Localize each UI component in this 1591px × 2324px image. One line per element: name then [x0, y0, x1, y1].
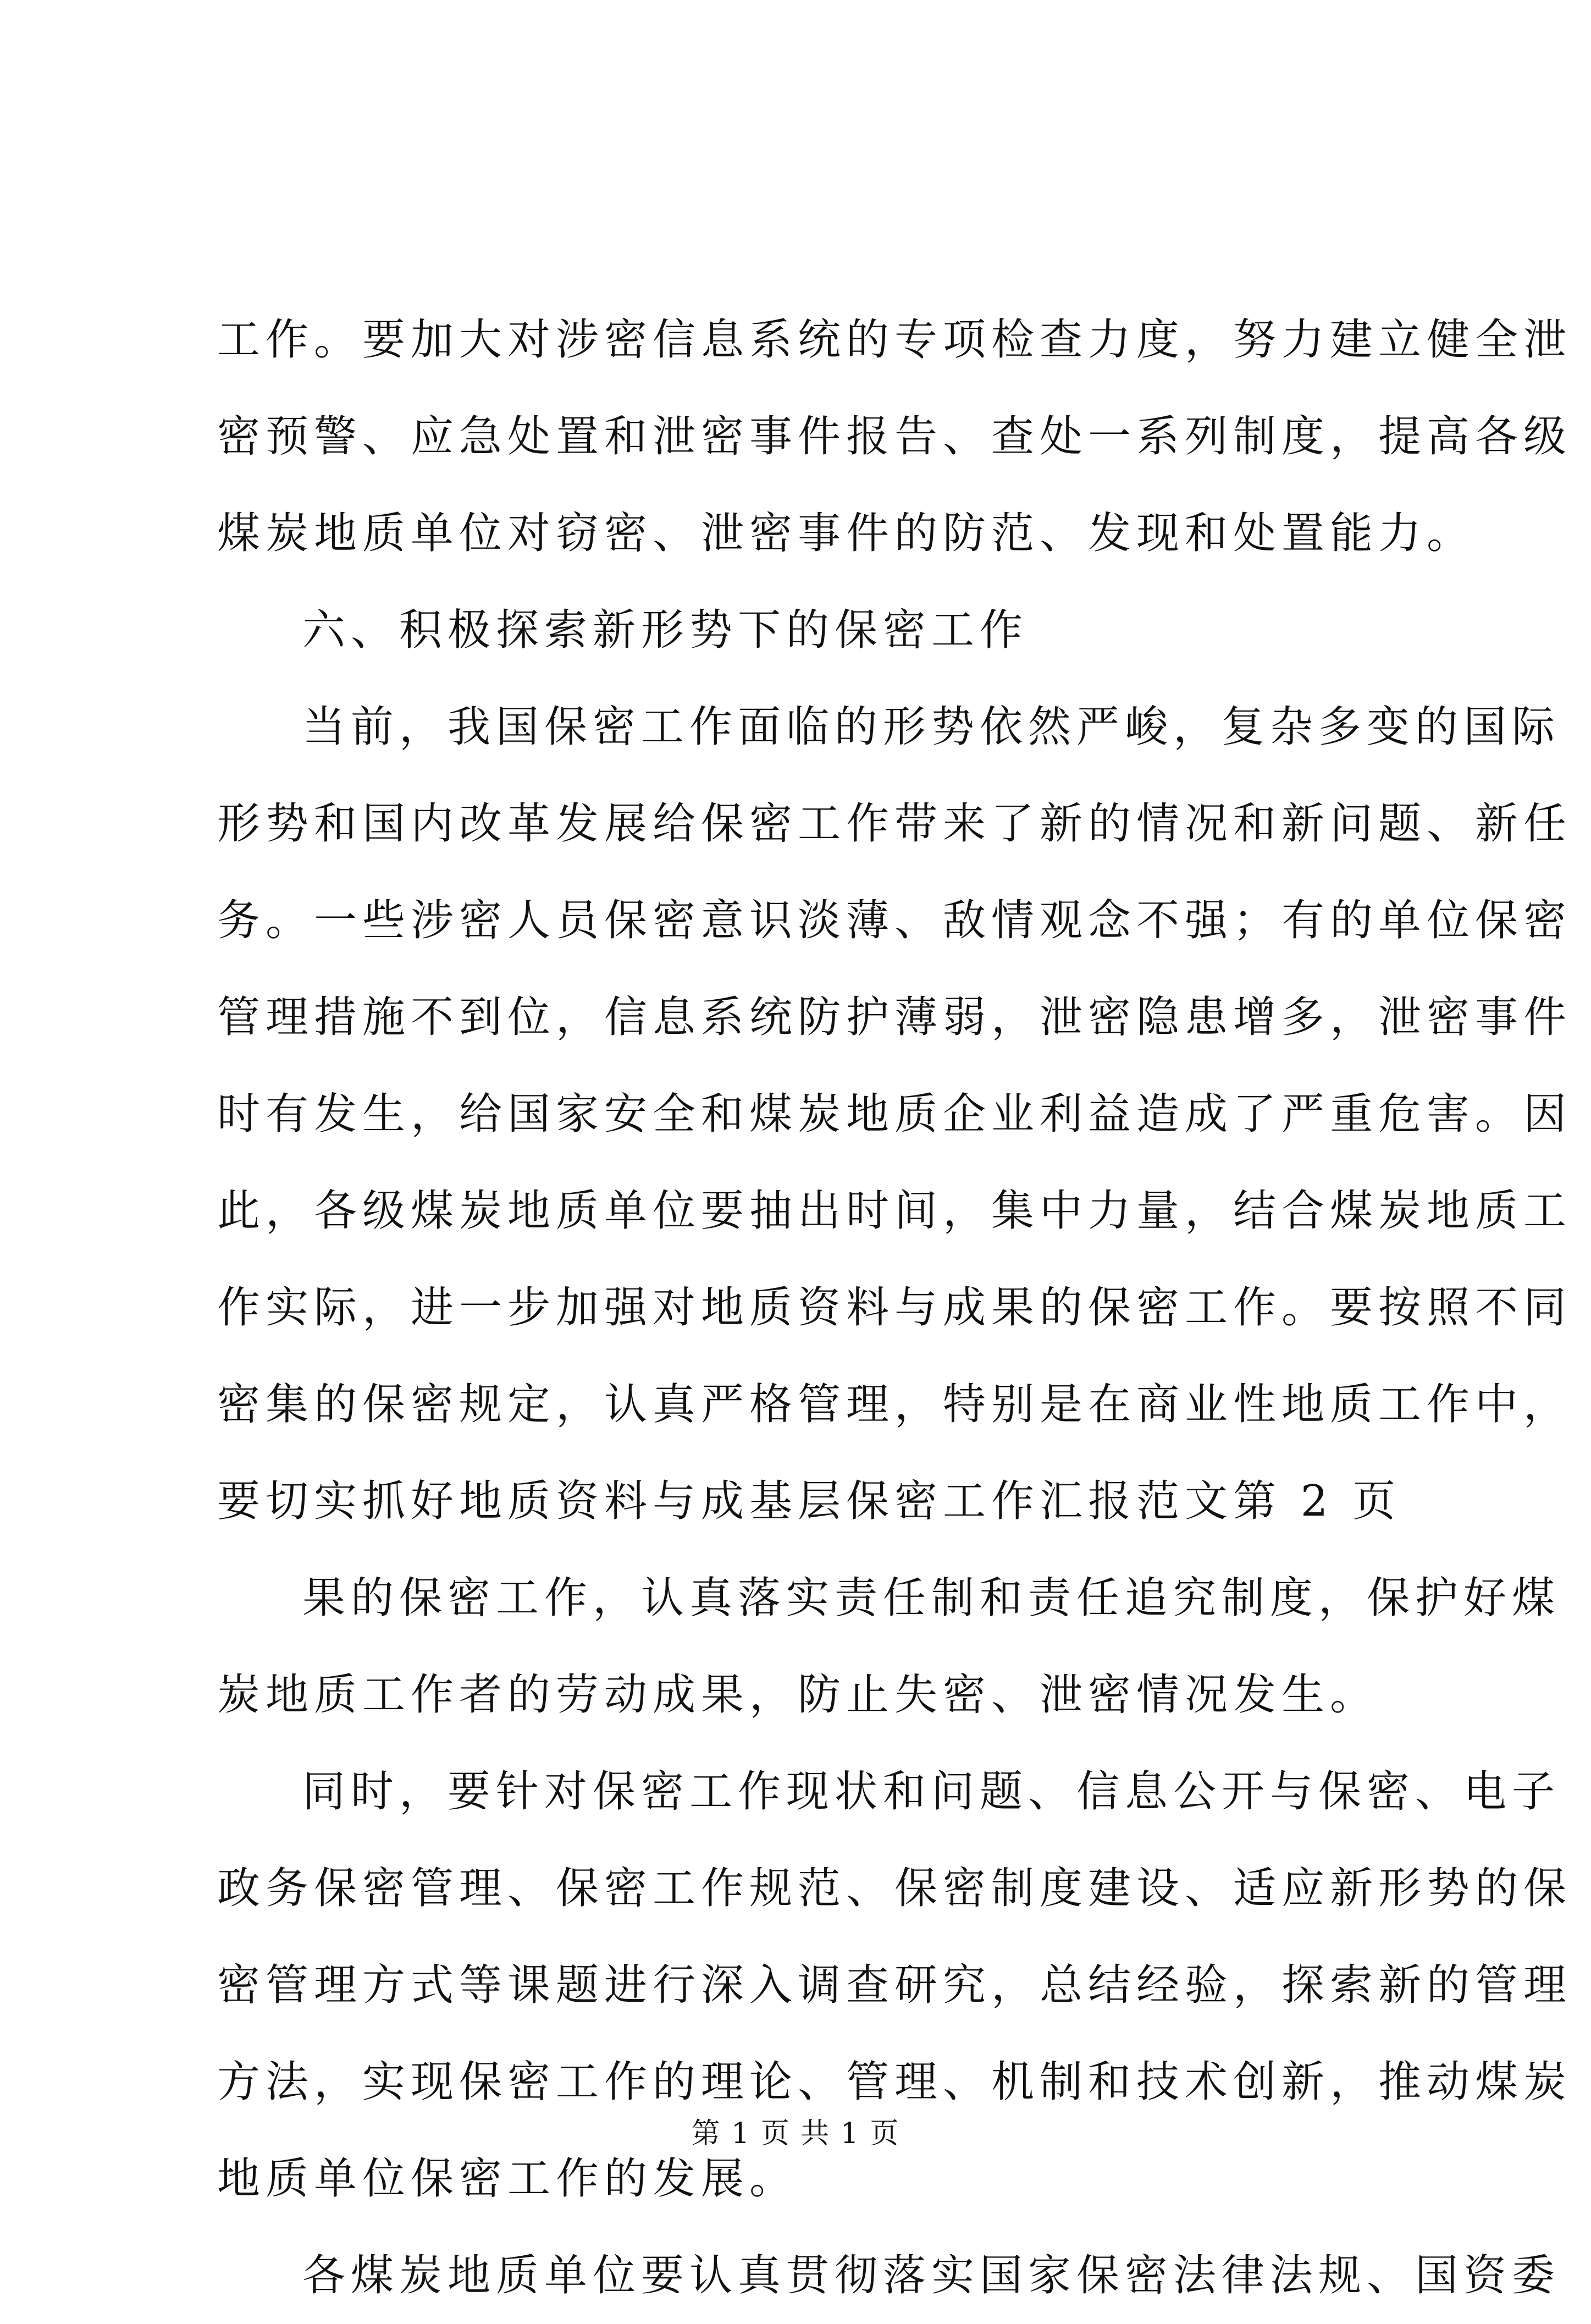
text-line: 方法，实现保密工作的理论、管理、机制和技术创新，推动煤炭 — [217, 2057, 1572, 2107]
text-line: 此，各级煤炭地质单位要抽出时间，集中力量，结合煤炭地质工 — [217, 1186, 1572, 1236]
page-footer — [0, 2114, 1591, 2153]
text-line: 工作。要加大对涉密信息系统的专项检查力度，努力建立健全泄 — [217, 315, 1572, 365]
text-line: 各煤炭地质单位要认真贯彻落实国家保密法律法规、国资委 — [302, 2251, 1561, 2300]
page-number-label: 第 1 页 共 1 页 — [691, 2117, 900, 2150]
text-line: 当前，我国保密工作面临的形势依然严峻，复杂多变的国际 — [302, 702, 1561, 752]
text-line: 作实际，进一步加强对地质资料与成果的保密工作。要按照不同 — [217, 1283, 1572, 1332]
text-line: 密管理方式等课题进行深入调查研究，总结经验，探索新的管理 — [217, 1960, 1572, 2010]
text-line: 密预警、应急处置和泄密事件报告、查处一系列制度，提高各级 — [217, 412, 1572, 461]
document-body — [217, 291, 1572, 2324]
text-line: 时有发生，给国家安全和煤炭地质企业利益造成了严重危害。因 — [217, 1089, 1572, 1139]
text-line: 政务保密管理、保密工作规范、保密制度建设、适应新形势的保 — [217, 1864, 1572, 1913]
text-line: 果的保密工作，认真落实责任制和责任追究制度，保护好煤 — [302, 1573, 1561, 1623]
text-line: 同时，要针对保密工作现状和问题、信息公开与保密、电子 — [302, 1767, 1561, 1816]
text-line: 管理措施不到位，信息系统防护薄弱，泄密隐患增多，泄密事件 — [217, 993, 1572, 1042]
text-line: 密集的保密规定，认真严格管理，特别是在商业性地质工作中， — [217, 1380, 1572, 1429]
text-line: 务。一些涉密人员保密意识淡薄、敌情观念不强；有的单位保密 — [217, 896, 1572, 945]
text-line: 要切实抓好地质资料与成基层保密工作汇报范文第 2 页 — [217, 1477, 1401, 1526]
section-heading: 六、积极探索新形势下的保密工作 — [302, 605, 1029, 655]
text-line: 煤炭地质单位对窃密、泄密事件的防范、发现和处置能力。 — [217, 509, 1476, 558]
text-line: 炭地质工作者的劳动成果，防止失密、泄密情况发生。 — [217, 1670, 1379, 1720]
text-line: 地质单位保密工作的发展。 — [217, 2154, 798, 2204]
text-line: 形势和国内改革发展给保密工作带来了新的情况和新问题、新任 — [217, 799, 1572, 849]
